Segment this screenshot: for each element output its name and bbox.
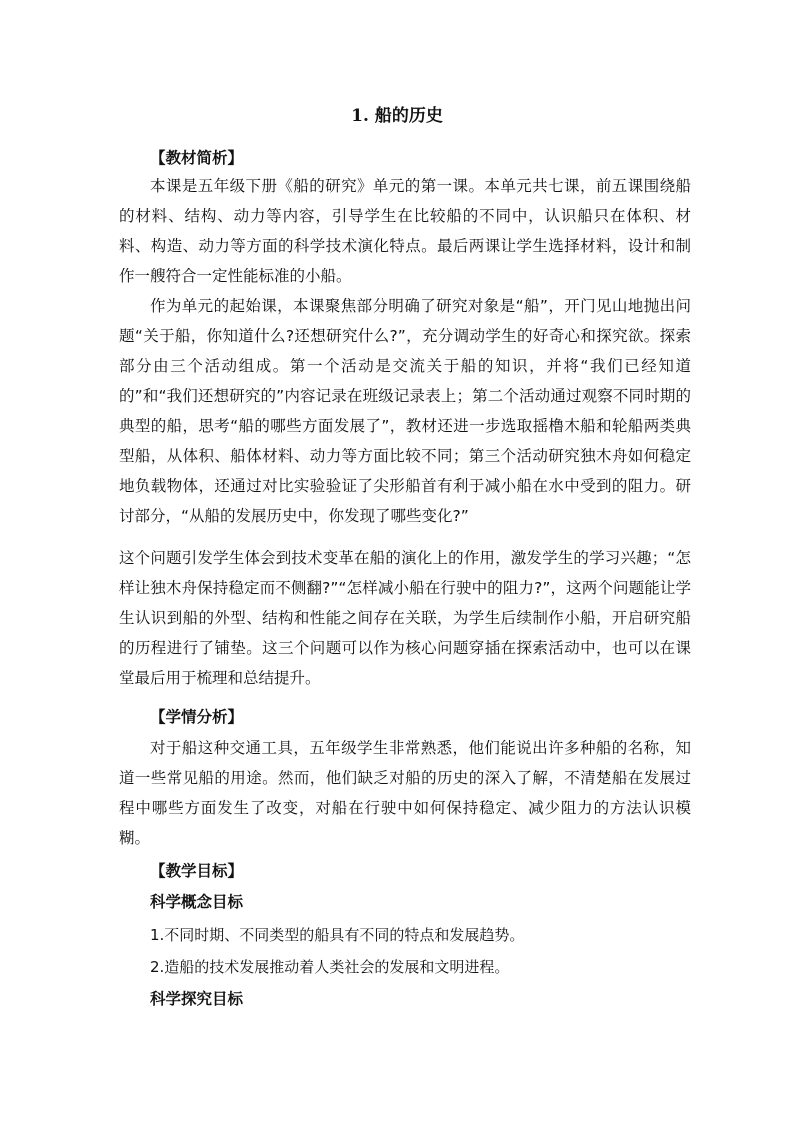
paragraph: 对于船这种交通工具，五年级学生非常熟悉，他们能说出许多种船的名称，知道一些常见船的用途。然而，他们缺乏对船的历史的深入了解，不清楚船在发展过程中哪些方面发生了改变，对船在行驶中如何保持稳定、减少阻力的方法认识模糊。 <box>119 739 691 847</box>
page-title: 1. 船的历史 <box>351 106 443 126</box>
objective-item-2: 2.造船的技术发展推动着人类社会的发展和文明进程。 <box>150 958 510 976</box>
section-heading-objectives: 【教学目标】 <box>150 862 244 880</box>
subheading-science-inquiry: 科学探究目标 <box>150 990 244 1008</box>
subheading-science-concept: 科学概念目标 <box>150 893 244 911</box>
objective-item-1: 1.不同时期、不同类型的船具有不同的特点和发展趋势。 <box>150 926 525 944</box>
section-heading-material-analysis: 【教材简析】 <box>150 149 244 167</box>
student-analysis-body <box>119 733 691 853</box>
section-heading-student-analysis: 【学情分析】 <box>150 708 244 726</box>
paragraph: 本课是五年级下册《船的研究》单元的第一课。本单元共七课，前五课围绕船的材料、结构、动力等内容，引导学生在比较船的不同中，认识船只在体积、材料、构造、动力等方面的科学技术演化特点。最后两课让学生选择材料，设计和制作一艘符合一定性能标准的小船。 <box>119 177 691 285</box>
paragraph: 作为单元的起始课，本课聚焦部分明确了研究对象是“船”，开门见山地抛出问题“关于船，你知道什么?还想研究什么?”，充分调动学生的好奇心和探究欲。探索部分由三个活动组成。第一个活动是交流关于船的知识，并将“我们已经知道的”和“我们还想研究的”内容记录在班级记录表上；第二个活动通过观察不同时期的典型的船，思考“船的哪些方面发展了”，教材还进一步选取摇橹木船和轮船两类典型船，从体积、船体材料、动力等方面比较不同；第三个活动研究独木舟如何稳定地负载物体，还通过对比实验验证了尖形船首有利于减小船在水中受到的阻力。研讨部分，“从船的发展历史中，你发现了哪些变化?” <box>119 297 691 525</box>
material-analysis-body <box>119 171 691 531</box>
paragraph: 这个问题引发学生体会到技术变革在船的演化上的作用，激发学生的学习兴趣；“怎样让独木舟保持稳定而不侧翻?”“怎样减小船在行驶中的阻力?”，这两个问题能让学生认识到船的外型、结构和性能之间存在关联，为学生后续制作小船，开启研究船的历程进行了铺垫。这三个问题可以作为核心问题穿插在探索活动中，也可以在课堂最后用于梳理和总结提升。 <box>119 549 691 687</box>
material-analysis-continuation <box>119 543 691 693</box>
